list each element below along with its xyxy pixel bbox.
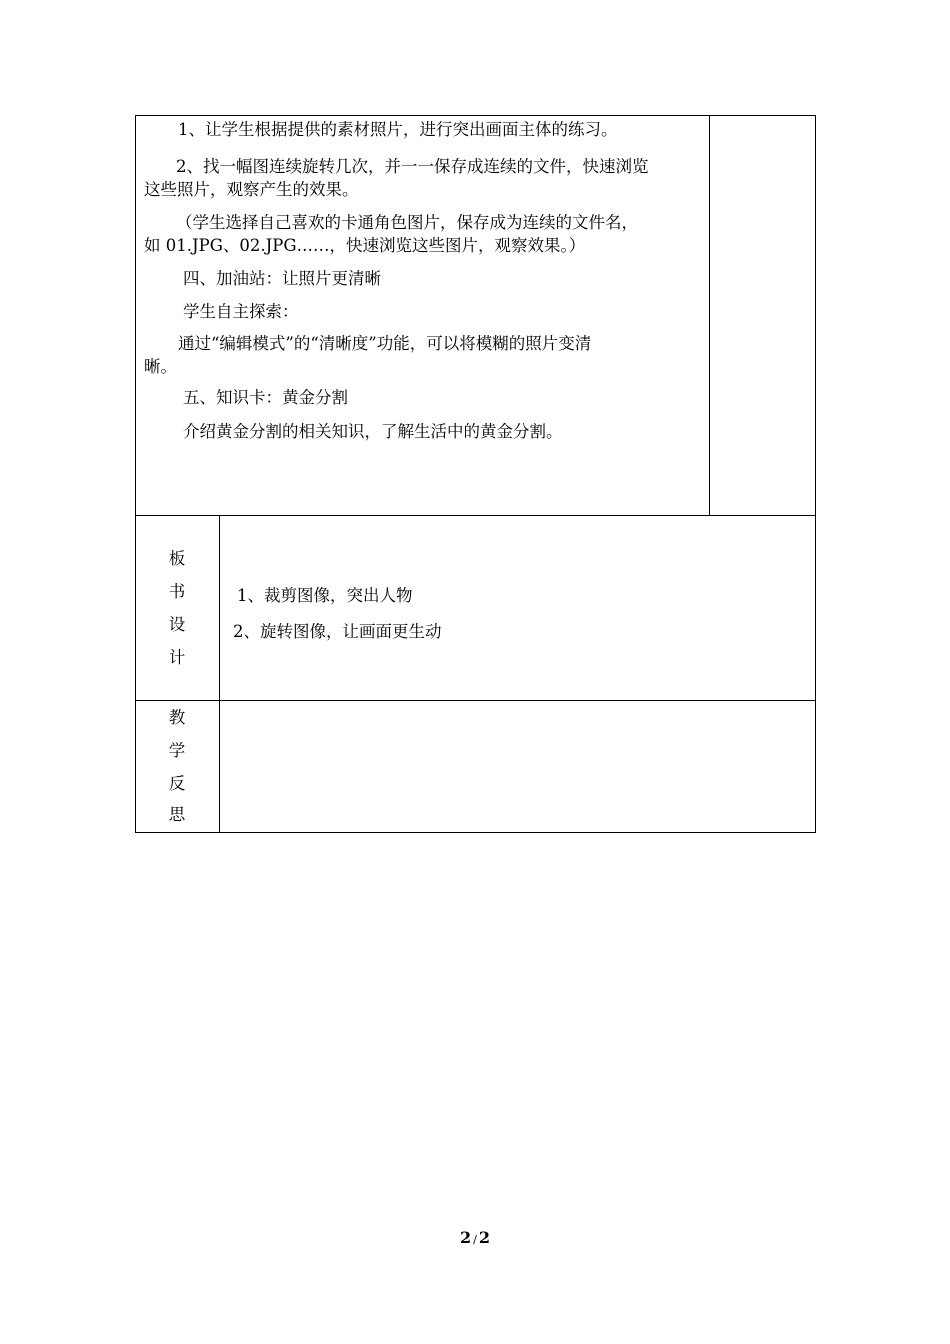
content-line-8: 晰。 <box>144 357 177 376</box>
board-label-char: 设 <box>168 615 186 634</box>
board-label-char: 书 <box>168 582 186 601</box>
reflection-label-char: 教 <box>168 708 186 727</box>
reflection-label-char: 反 <box>168 774 186 793</box>
row-separator-2 <box>135 700 816 701</box>
page-current: 2 <box>460 1228 472 1247</box>
top-row-divider <box>709 115 710 516</box>
row-separator-1 <box>135 515 816 516</box>
content-line-9: 介绍黄金分割的相关知识，了解生活中的黄金分割。 <box>183 422 563 441</box>
content-line-3: 这些照片，观察产生的效果。 <box>144 180 359 199</box>
content-heading-4: 四、加油站：让照片更清晰 <box>183 269 381 288</box>
content-line-6: 学生自主探索： <box>183 302 299 321</box>
content-line-4: （学生选择自己喜欢的卡通角色图片，保存成为连续的文件名， <box>176 213 638 232</box>
reflection-label-char: 思 <box>168 805 186 824</box>
page-number <box>0 1228 950 1247</box>
content-line-5: 如 01.JPG、02.JPG……，快速浏览这些图片，观察效果。） <box>144 236 586 255</box>
content-line-1: 1、让学生根据提供的素材照片，进行突出画面主体的练习。 <box>178 120 618 139</box>
reflection-label-char: 学 <box>168 741 186 760</box>
label-column-divider <box>219 515 220 833</box>
board-item-2: 2、旋转图像，让画面更生动 <box>233 622 442 641</box>
content-line-7: 通过“编辑模式”的“清晰度”功能，可以将模糊的照片变清 <box>178 334 592 353</box>
content-heading-5: 五、知识卡：黄金分割 <box>183 388 348 407</box>
page-separator: / <box>473 1233 477 1246</box>
page-total: 2 <box>478 1228 490 1247</box>
board-label-char: 板 <box>168 549 186 568</box>
content-line-2: 2、找一幅图连续旋转几次，并一一保存成连续的文件，快速浏览 <box>176 157 649 176</box>
board-label-char: 计 <box>168 648 186 667</box>
board-item-1: 1、裁剪图像，突出人物 <box>237 586 413 605</box>
